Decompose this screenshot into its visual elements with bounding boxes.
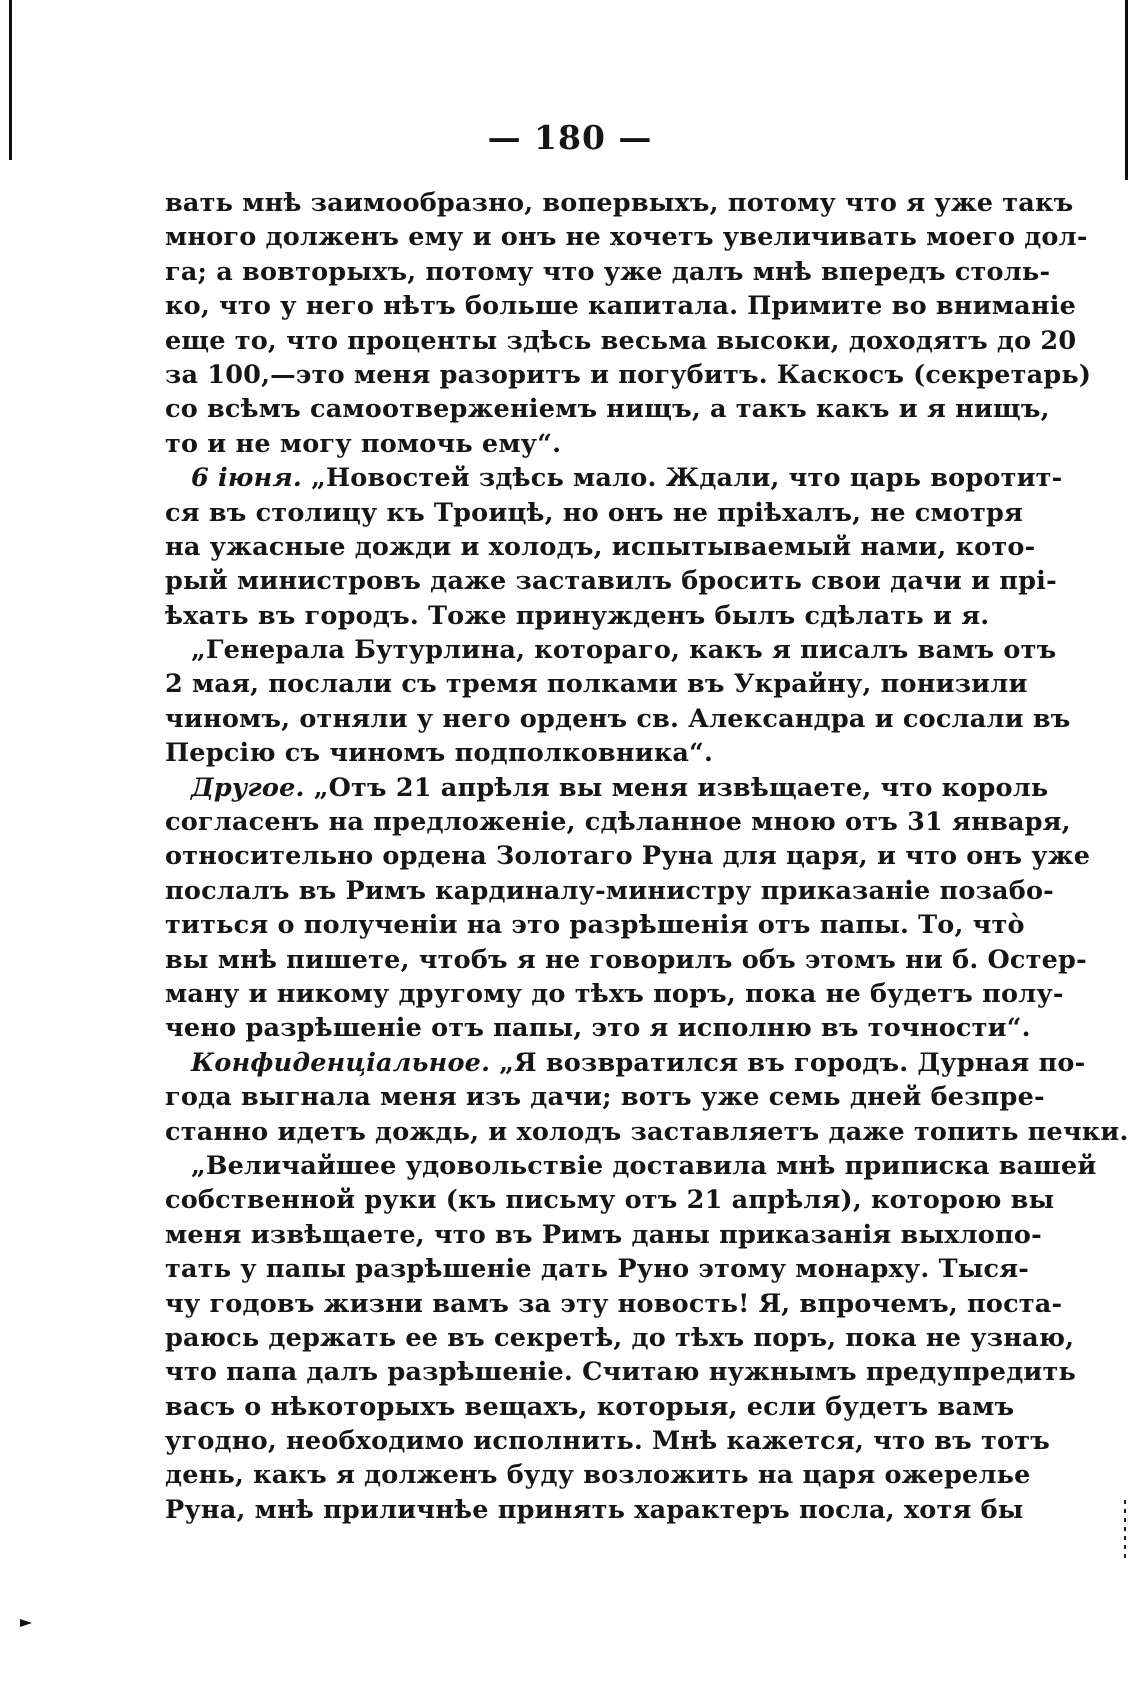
line-text: собственной руки (къ письму отъ 21 апрѣля), которою вы: [165, 1185, 1055, 1216]
line-text: 2 мая, послали съ тремя полками въ Украйну, понизили: [165, 669, 1028, 700]
line-text: „Я возвратился въ городъ. Дурная по-: [490, 1047, 1086, 1078]
line-text: меня извѣщаете, что въ Римъ даны приказанія выхлопо-: [165, 1219, 1042, 1250]
text-line: [165, 461, 1063, 495]
text-line: [165, 1218, 1042, 1252]
line-text: года выгнала меня изъ дачи; вотъ уже семь дней безпре-: [165, 1082, 1045, 1113]
line-text: согласенъ на предложеніе, сдѣланное мною отъ 31 января,: [165, 807, 1071, 838]
line-text: за 100,—это меня разоритъ и погубитъ. Каскосъ (секретарь): [165, 359, 1092, 390]
text-line: [165, 736, 995, 770]
text-line: [165, 1046, 1086, 1080]
line-text: ману и никому другому до тѣхъ поръ, пока не будетъ полу-: [165, 978, 1064, 1009]
line-text: „Отъ 21 апрѣля вы меня извѣщаете, что король: [304, 772, 1049, 803]
text-line: [165, 1390, 1015, 1424]
text-line: [165, 1115, 1129, 1149]
line-text: вы мнѣ пишете, чтобъ я не говорилъ объ этомъ ни б. Остер-: [165, 944, 1087, 975]
line-text: вать мнѣ заимообразно, вопервыхъ, потому что я уже такъ: [165, 188, 1074, 218]
text-line: [165, 1011, 1031, 1045]
text-line: [165, 633, 1057, 667]
text-line: [165, 1355, 1077, 1389]
text-line: [165, 805, 1071, 839]
text-line: [165, 1458, 1031, 1492]
text-line: [165, 392, 1050, 426]
text-line: [165, 564, 1057, 598]
text-line: [165, 186, 1074, 220]
scan-edge-right-dashed: [1124, 1500, 1126, 1560]
text-line: [165, 255, 1051, 289]
line-text: то и не могу помочь ему“.: [165, 428, 562, 459]
text-line: [165, 1149, 1097, 1183]
text-line: [165, 1321, 1075, 1355]
line-text: ко, что у него нѣтъ больше капитала. Примите во вниманіе: [165, 291, 1077, 322]
line-text: раюсь держать ее въ секретѣ, до тѣхъ поръ, пока не узнаю,: [165, 1322, 1075, 1353]
text-line: [165, 324, 1077, 358]
line-text: рый министровъ даже заставилъ бросить свои дачи и прі-: [165, 566, 1057, 597]
line-text: что папа далъ разрѣшеніе. Считаю нужнымъ предупредить: [165, 1357, 1077, 1388]
text-line: [165, 289, 1077, 323]
text-line: [165, 220, 1088, 254]
scan-mark-arrow-icon: [20, 1619, 32, 1627]
line-text: васъ о нѣкоторыхъ вещахъ, которыя, если будетъ вамъ: [165, 1391, 1015, 1422]
text-line: [165, 943, 1087, 977]
text-line: [165, 1424, 1050, 1458]
line-text: много долженъ ему и онъ не хочетъ увеличивать моего дол-: [165, 222, 1088, 253]
text-line: [165, 358, 1092, 392]
text-line: [165, 1287, 1063, 1321]
line-text: тать у папы разрѣшеніе дать Руно этому монарху. Тыся-: [165, 1254, 1030, 1285]
line-text: „Величайшее удовольствіе доставила мнѣ приписка вашей: [191, 1150, 1097, 1181]
line-text: послалъ въ Римъ кардиналу-министру приказаніе позабо-: [165, 875, 1054, 906]
text-line: [165, 1183, 1055, 1217]
line-text: чено разрѣшеніе отъ папы, это я исполню въ точности“.: [165, 1013, 1031, 1044]
line-text: чиномъ, отняли у него орденъ св. Александра и сослали въ: [165, 703, 1071, 734]
text-line: [165, 530, 1036, 564]
line-text: станно идетъ дождь, и холодъ заставляетъ даже топить печки.: [165, 1116, 1129, 1147]
entry-lead: Другое.: [191, 772, 305, 803]
entry-lead: Конфиденціальное.: [191, 1047, 491, 1078]
text-line: [165, 1493, 1024, 1527]
line-text: ѣхать въ городъ. Тоже принужденъ былъ сдѣлать и я.: [165, 600, 990, 631]
line-text: на ужасные дожди и холодъ, испытываемый нами, кото-: [165, 531, 1036, 562]
line-text: Персію съ чиномъ подполковника“.: [165, 738, 714, 769]
line-text: „Новостей здѣсь мало. Ждали, что царь воротит-: [302, 463, 1063, 494]
text-line: [165, 908, 1025, 942]
text-line: [165, 977, 1064, 1011]
text-line: [165, 667, 1028, 701]
line-text: чу годовъ жизни вамъ за эту новость! Я, впрочемъ, поста-: [165, 1288, 1063, 1319]
page-body: [165, 186, 1129, 1527]
text-line: [165, 771, 1049, 805]
line-text: еще то, что проценты здѣсь весьма высоки, доходятъ до 20: [165, 325, 1077, 356]
text-line: [165, 427, 995, 461]
line-text: день, какъ я долженъ буду возложить на царя ожерелье: [165, 1460, 1031, 1491]
line-text: угодно, необходимо исполнить. Мнѣ кажется, что въ тотъ: [165, 1426, 1050, 1457]
line-text: со всѣмъ самоотверженіемъ нищъ, а такъ какъ и я нищъ,: [165, 394, 1050, 425]
text-line: [165, 599, 995, 633]
text-line: [165, 702, 1071, 736]
line-text: ся въ столицу къ Троицѣ, но онъ не пріѣхалъ, не смотря: [165, 497, 1024, 528]
line-text: „Генерала Бутурлина, котораго, какъ я писалъ вамъ отъ: [191, 635, 1057, 666]
line-text: га; а вовторыхъ, потому что уже далъ мнѣ впередъ столь-: [165, 256, 1051, 287]
entry-lead: 6 іюня.: [191, 463, 303, 494]
text-line: [165, 874, 1054, 908]
line-text: относительно ордена Золотаго Руна для царя, и что онъ уже: [165, 841, 1091, 872]
page-number: — 180 —: [487, 118, 653, 157]
text-line: [165, 839, 1091, 873]
text-line: [165, 496, 1024, 530]
text-line: [165, 1252, 1030, 1286]
line-text: Руна, мнѣ приличнѣе принять характеръ посла, хотя бы: [165, 1494, 1024, 1525]
text-line: [165, 1080, 1045, 1114]
line-text: титься о полученіи на это разрѣшенія отъ папы. То, что̀: [165, 910, 1025, 941]
